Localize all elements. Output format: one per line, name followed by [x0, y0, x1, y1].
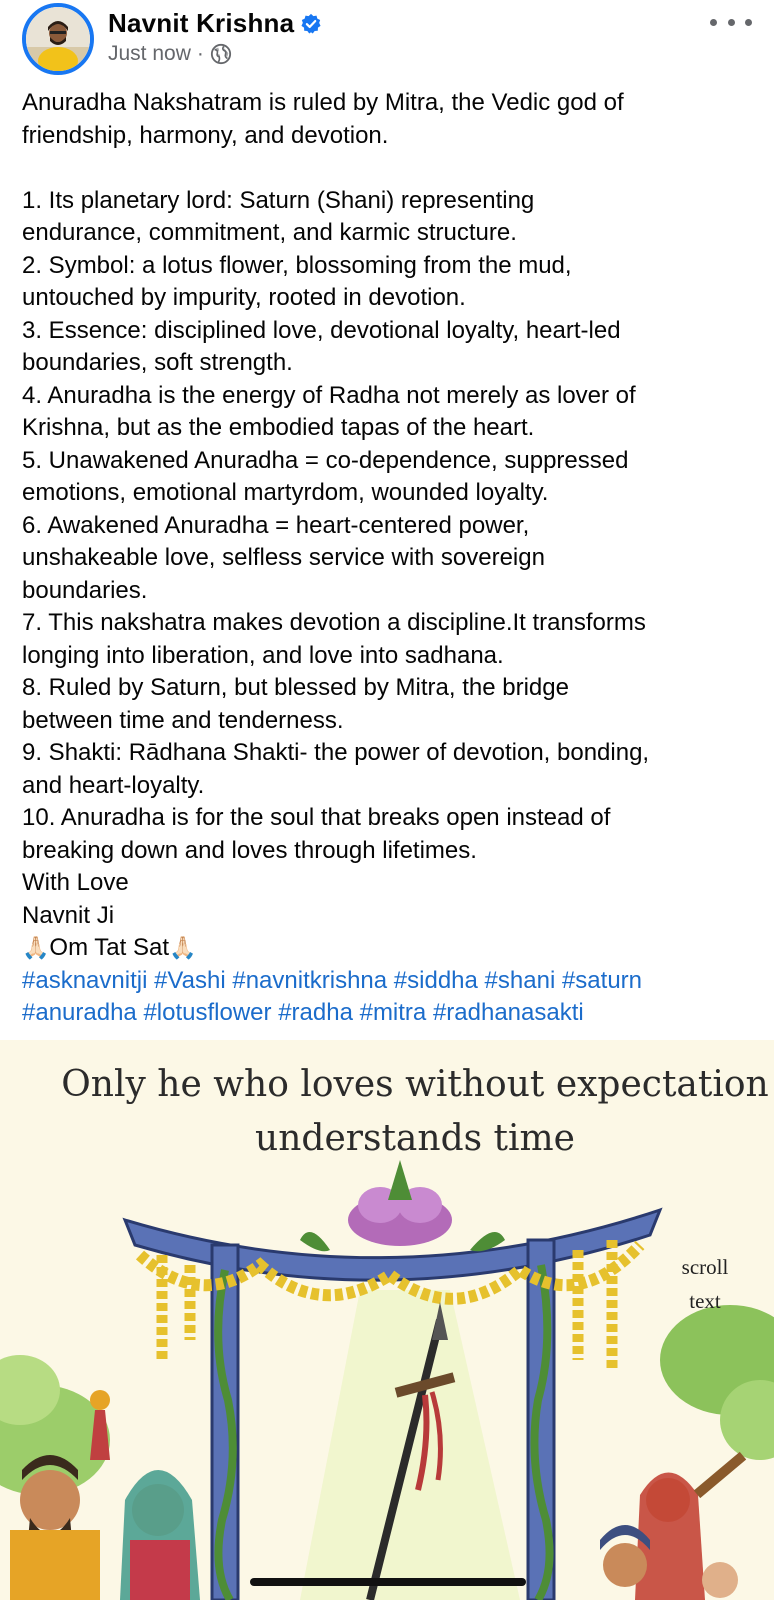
post-line: breaking down and loves through lifetimes.: [22, 836, 477, 864]
closing-line: [22, 932, 757, 965]
scroll-label-line: scroll: [681, 1255, 729, 1279]
post-line: 10. Anuradha is for the soul that breaks open instead of: [22, 804, 611, 831]
more-options-button[interactable]: [710, 10, 752, 34]
hashtag-link[interactable]: #lotusflower: [143, 999, 272, 1026]
post-line: Navnit Ji: [22, 901, 115, 929]
post-line: 6. Awakened Anuradha = heart-centered power,: [22, 511, 530, 539]
post-line: 7. This nakshatra makes devotion a discipline.It transforms: [22, 609, 646, 636]
post-intro-line: Anuradha Nakshatram is ruled by Mitra, the Vedic god of: [22, 89, 624, 116]
hashtag-link[interactable]: #saturn: [561, 966, 643, 994]
post-line: boundaries, soft strength.: [22, 349, 293, 376]
post-line: Krishna, but as the embodied tapas of the heart.: [22, 414, 535, 441]
hashtag-link[interactable]: #siddha: [393, 966, 478, 994]
home-indicator[interactable]: [250, 1578, 526, 1586]
post-line: 1. Its planetary lord: Saturn (Shani) representing: [22, 186, 535, 214]
post-timestamp[interactable]: Just now: [108, 42, 191, 65]
verified-badge-icon: [300, 13, 322, 35]
paragraph-spacer: [22, 152, 757, 185]
scroll-label: [668, 1250, 742, 1318]
image-caption-line: Only he who loves without expectation: [61, 1064, 769, 1105]
hashtag-link[interactable]: #mitra: [359, 999, 427, 1026]
hashtag-link[interactable]: #shani: [484, 966, 556, 994]
hashtags-line: [22, 965, 757, 998]
hashtag-link[interactable]: #navnitkrishna: [232, 966, 388, 994]
post-line: untouched by impurity, rooted in devotion.: [22, 284, 466, 311]
more-dot: [728, 19, 735, 26]
post-line: longing into liberation, and love into sadhana.: [22, 641, 504, 669]
post-line: emotions, emotional martyrdom, wounded loyalty.: [22, 479, 549, 506]
post-line: 4. Anuradha is the energy of Radha not merely as lover of: [22, 381, 636, 409]
author-name[interactable]: Navnit Krishna: [108, 8, 295, 38]
image-caption-line: understands time: [255, 1118, 575, 1159]
more-dot: [745, 19, 752, 26]
post-line: and heart-loyalty.: [22, 771, 205, 799]
post-line: 5. Unawakened Anuradha = co-dependence, suppressed: [22, 446, 629, 474]
hashtags-line: [22, 997, 757, 1030]
post-line: boundaries.: [22, 576, 148, 604]
post-line: 8. Ruled by Saturn, but blessed by Mitra, the bridge: [22, 674, 569, 701]
post-meta: [108, 42, 232, 66]
author-avatar[interactable]: [22, 3, 94, 75]
post-line: endurance, commitment, and karmic structure.: [22, 219, 517, 246]
avatar-photo: [26, 7, 90, 71]
post-text: [22, 87, 757, 1030]
meta-separator: ·: [196, 42, 204, 65]
post-line: between time and tenderness.: [22, 706, 344, 734]
folded-hands-emoji: 🙏🏻: [169, 935, 197, 960]
closing-text: Om Tat Sat: [49, 934, 170, 961]
hashtag-link[interactable]: #radhanasakti: [432, 999, 584, 1026]
post-header: [0, 0, 774, 80]
hashtag-link[interactable]: #anuradha: [22, 999, 137, 1026]
hashtag-link[interactable]: #asknavnitji: [22, 966, 148, 994]
image-caption: [60, 1058, 770, 1166]
post-line: 9. Shakti: Rādhana Shakti- the power of devotion, bonding,: [22, 739, 650, 766]
more-dot: [710, 19, 717, 26]
post-line: unshakeable love, selfless service with sovereign: [22, 544, 545, 571]
globe-icon[interactable]: [210, 43, 232, 65]
post-line: With Love: [22, 869, 129, 896]
hashtag-link[interactable]: #radha: [278, 999, 353, 1026]
post-intro-line: friendship, harmony, and devotion.: [22, 121, 389, 149]
post-image[interactable]: [0, 1040, 774, 1600]
post-line: 3. Essence: disciplined love, devotional loyalty, heart-led: [22, 316, 621, 344]
scroll-label-line: text: [689, 1289, 721, 1313]
folded-hands-emoji: 🙏🏻: [22, 935, 50, 960]
post-line: 2. Symbol: a lotus flower, blossoming from the mud,: [22, 251, 572, 279]
hashtag-link[interactable]: #Vashi: [154, 966, 226, 994]
author-row: [108, 8, 322, 39]
